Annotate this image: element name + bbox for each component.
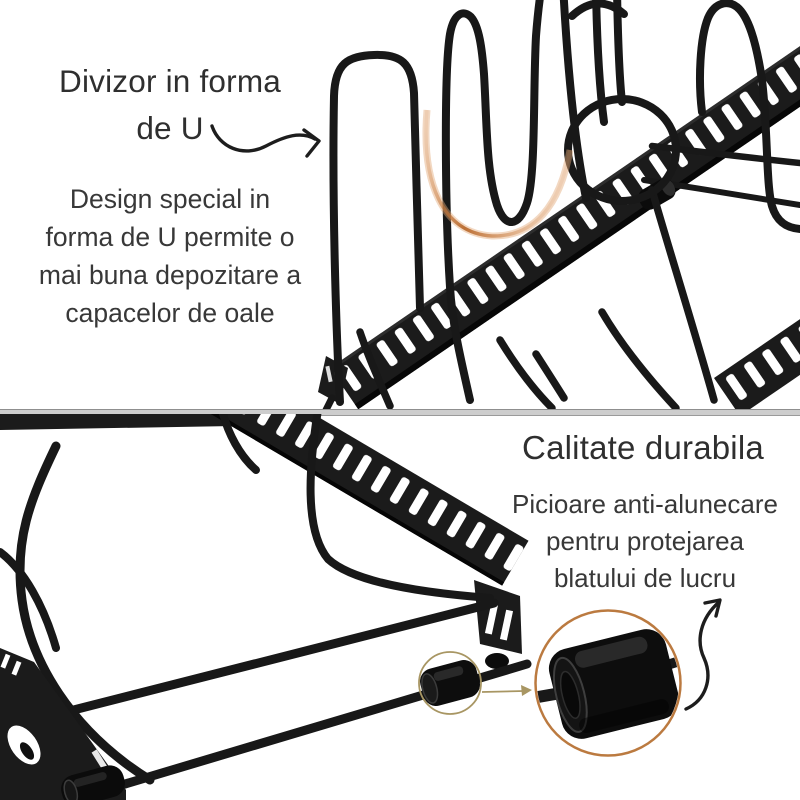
top-description-line: mai buna depozitare a	[38, 260, 302, 290]
rail-edge-band	[0, 414, 234, 430]
top-heading	[10, 58, 330, 152]
top-description	[5, 180, 335, 332]
top-description-line: Design special in	[69, 184, 271, 214]
divider-leg	[602, 312, 676, 408]
bottom-heading: Calitate durabila	[522, 429, 764, 466]
rack-photo-bottom	[0, 414, 800, 800]
u-divider	[446, 0, 542, 400]
bottom-description-line: pentru protejarea	[545, 526, 745, 556]
callout-line	[482, 691, 524, 692]
curved-arrow-icon	[686, 600, 720, 709]
slotted-rail-front-icon	[714, 293, 800, 410]
bottom-description-line: blatului de lucru	[553, 563, 737, 593]
slotted-rail-icon	[330, 39, 800, 409]
anti-slip-foot	[417, 657, 483, 709]
top-description-line: capacelor de oale	[65, 298, 275, 328]
top-heading-line: Divizor in forma	[59, 63, 281, 99]
bottom-description	[480, 486, 800, 597]
bottom-description-line: Picioare anti-alunecare	[512, 489, 778, 519]
callout-arrowhead-icon	[521, 685, 532, 696]
divider-leg	[652, 190, 714, 400]
top-description-line: forma de U permite o	[45, 222, 295, 252]
top-heading-line: de U	[136, 110, 204, 146]
divider-leg	[500, 340, 552, 408]
